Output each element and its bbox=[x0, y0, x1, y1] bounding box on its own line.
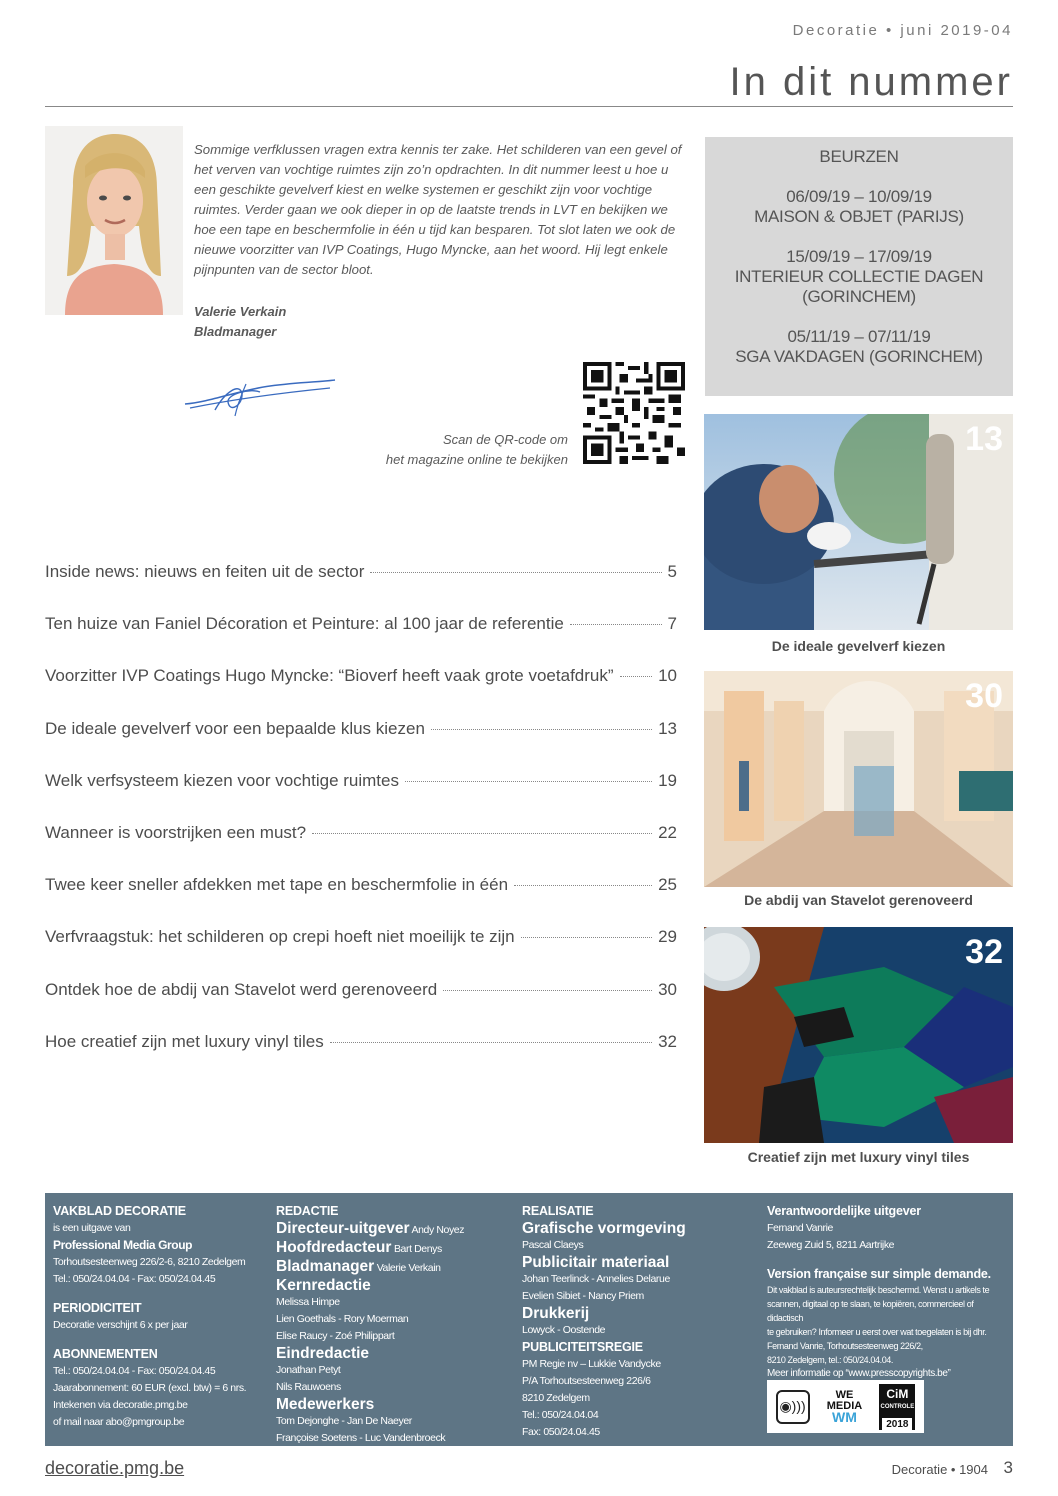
toc-title: De ideale gevelverf voor een bepaalde klus kiezen bbox=[45, 718, 425, 738]
feature-photo-painter[interactable] bbox=[704, 414, 1013, 630]
fairs-title: BEURZEN bbox=[819, 147, 899, 166]
colophon-line: Françoise Soetens - Luc Vandenbroeck bbox=[276, 1432, 446, 1444]
toc-page: 25 bbox=[658, 875, 677, 895]
feature-caption: De abdij van Stavelot gerenoveerd bbox=[744, 892, 973, 908]
toc-title: Verfvraagstuk: het schilderen op crepi hoeft niet moeilijk te zijn bbox=[45, 927, 515, 947]
toc-page: 29 bbox=[658, 927, 677, 947]
colophon-line: Fernand Vanrie bbox=[767, 1222, 833, 1234]
feature-caption: De ideale gevelverf kiezen bbox=[771, 638, 946, 654]
feature-photo-tiles[interactable] bbox=[704, 927, 1013, 1143]
colophon-fineprint: te gebruiken? Informeer u eerst over wat toegelaten is bij dhr. bbox=[767, 1327, 987, 1337]
colophon-line: 8210 Zedelgem bbox=[522, 1392, 590, 1404]
feature-page-number: 13 bbox=[965, 420, 1003, 458]
colophon-line: Decoratie verschijnt 6 x per jaar bbox=[53, 1319, 188, 1331]
toc-page: 30 bbox=[658, 979, 677, 999]
colophon-line: Melissa Himpe bbox=[276, 1296, 340, 1308]
colophon-heading: REALISATIE bbox=[522, 1204, 594, 1218]
colophon-heading: PUBLICITEITSREGIE bbox=[522, 1340, 643, 1354]
author-name: Valerie Verkain bbox=[194, 304, 287, 319]
colophon-line: is een uitgave van bbox=[53, 1222, 131, 1234]
toc-item[interactable] bbox=[45, 771, 677, 823]
colophon-role: Medewerkers bbox=[276, 1396, 375, 1413]
signature bbox=[180, 372, 345, 420]
colophon-line: Evelien Sibiet - Nancy Priem bbox=[522, 1290, 644, 1302]
colophon-heading: Version française sur simple demande. bbox=[767, 1267, 991, 1281]
leader-dots bbox=[431, 729, 652, 730]
website-link[interactable]: decoratie.pmg.be bbox=[45, 1458, 185, 1478]
colophon-line: Professional Media Group bbox=[53, 1238, 193, 1252]
feature-caption: Creatief zijn met luxury vinyl tiles bbox=[747, 1149, 970, 1165]
colophon-line: Lien Goethals - Rory Moerman bbox=[276, 1313, 409, 1325]
toc-item[interactable] bbox=[45, 666, 677, 718]
leader-dots bbox=[521, 937, 652, 938]
feature-photo-abbey[interactable] bbox=[704, 671, 1013, 887]
colophon-heading: ABONNEMENTEN bbox=[53, 1347, 158, 1361]
colophon-line: Pascal Claeys bbox=[522, 1239, 584, 1251]
colophon-fineprint: scannen, digitaal op te slaan, te kopiëren, commercieel of didactisch bbox=[767, 1299, 974, 1323]
colophon-fineprint: Fernand Vanrie, Torhoutsesteenweg 226/2, bbox=[767, 1341, 923, 1351]
fair-name-cont: (GORINCHEM) bbox=[802, 287, 916, 306]
colophon-editorial bbox=[276, 1203, 516, 1447]
colophon-production bbox=[522, 1203, 762, 1441]
colophon-role: Bladmanager bbox=[276, 1258, 375, 1275]
toc-item[interactable] bbox=[45, 614, 677, 666]
fair-entry bbox=[705, 327, 1013, 367]
colophon-line: Jonathan Petyt bbox=[276, 1364, 341, 1376]
colophon-person: Bart Denys bbox=[393, 1243, 442, 1255]
colophon-line: Nils Rauwoens bbox=[276, 1381, 341, 1393]
cim-logo: CiM CONTROLE 2018 bbox=[879, 1384, 915, 1430]
fairs-box bbox=[705, 137, 1013, 396]
toc-page: 19 bbox=[658, 770, 677, 790]
leader-dots bbox=[620, 676, 653, 677]
colophon-line: of mail naar abo@pmgroup.be bbox=[53, 1416, 185, 1428]
colophon-role: Directeur-uitgever bbox=[276, 1220, 410, 1237]
colophon-role: Eindredactie bbox=[276, 1345, 370, 1362]
toc-title: Ten huize van Faniel Décoration et Peinture: al 100 jaar de referentie bbox=[45, 614, 564, 634]
colophon-fineprint: 8210 Zedelgem, tel.: 050/24.04.04. bbox=[767, 1355, 894, 1365]
certification-logos bbox=[767, 1380, 924, 1433]
footer-issue: Decoratie • 1904 bbox=[891, 1462, 988, 1477]
editor-portrait bbox=[45, 126, 183, 315]
colophon-line: Tel.: 050/24.04.04 bbox=[522, 1409, 599, 1421]
toc-page: 13 bbox=[658, 718, 677, 738]
fair-dates: 15/09/19 – 17/09/19 bbox=[786, 247, 932, 266]
we-media-logo: WE MEDIA WM bbox=[826, 1389, 863, 1425]
title-divider bbox=[45, 106, 1013, 107]
colophon-publisher bbox=[53, 1203, 278, 1431]
fair-dates: 05/11/19 – 07/11/19 bbox=[787, 327, 931, 346]
toc-page: 10 bbox=[658, 666, 677, 686]
qr-code[interactable] bbox=[583, 362, 685, 464]
leader-dots bbox=[312, 833, 652, 834]
colophon-role: Kernredactie bbox=[276, 1277, 371, 1294]
toc-page: 7 bbox=[667, 614, 677, 634]
leader-dots bbox=[570, 624, 662, 625]
feature-page-number: 32 bbox=[965, 933, 1003, 971]
toc-title: Ontdek hoe de abdij van Stavelot werd gerenoveerd bbox=[45, 979, 438, 999]
colophon-person: Andy Noyez bbox=[411, 1224, 465, 1236]
colophon-heading: PERIODICITEIT bbox=[53, 1301, 142, 1315]
colophon-line: Tel.: 050/24.04.04 - Fax: 050/24.04.45 bbox=[53, 1365, 216, 1377]
colophon-role: Grafische vormgeving bbox=[522, 1220, 686, 1237]
toc-item[interactable] bbox=[45, 927, 677, 979]
toc-item[interactable] bbox=[45, 562, 677, 614]
colophon-heading: Verantwoordelijke uitgever bbox=[767, 1204, 921, 1218]
toc-title: Voorzitter IVP Coatings Hugo Myncke: “Bioverf heeft vaak grote voetafdruk” bbox=[45, 666, 614, 686]
fair-name: SGA VAKDAGEN (GORINCHEM) bbox=[735, 347, 983, 366]
toc-item[interactable] bbox=[45, 875, 677, 927]
page-title: In dit nummer bbox=[729, 60, 1013, 104]
fair-name: MAISON & OBJET (PARIJS) bbox=[754, 207, 964, 226]
colophon-person: Valerie Verkain bbox=[376, 1262, 441, 1274]
author-block bbox=[194, 302, 286, 342]
colophon-line: Tel.: 050/24.04.04 - Fax: 050/24.04.45 bbox=[53, 1273, 216, 1285]
fair-entry bbox=[705, 247, 1013, 307]
leader-dots bbox=[514, 885, 652, 886]
colophon-line: Zeeweg Zuid 5, 8211 Aartrijke bbox=[767, 1239, 895, 1251]
qr-caption-line: Scan de QR-code om bbox=[442, 432, 568, 447]
colophon-line: Lowyck - Oostende bbox=[522, 1324, 606, 1336]
toc-page: 32 bbox=[658, 1031, 677, 1051]
sound-logo-icon: ◉))) bbox=[776, 1390, 810, 1424]
qr-caption-line: het magazine online te bekijken bbox=[385, 452, 568, 467]
colophon-role: Publicitair materiaal bbox=[522, 1254, 670, 1271]
colophon-line: Johan Teerlinck - Annelies Delarue bbox=[522, 1273, 670, 1285]
toc-item[interactable] bbox=[45, 1032, 677, 1084]
toc-title: Inside news: nieuws en feiten uit de sector bbox=[45, 562, 365, 581]
toc-page: 5 bbox=[667, 562, 677, 581]
colophon-line: Fax: 050/24.04.45 bbox=[522, 1426, 600, 1438]
toc-item[interactable] bbox=[45, 823, 677, 875]
colophon-heading: REDACTIE bbox=[276, 1204, 339, 1218]
editorial-intro: Sommige verfklussen vragen extra kennis ter zake. Het schilderen van een gevel of het verven van vochtige ruimtes zijn zo’n opdrachten. In dit nummer leest u hoe u een geschikte gevelverf kiest en welke systemen er geschikt zijn voor vochtige ruimtes. Verder gaan we ook dieper in op de laatste trends in LVT en bekijken we hoe een tape en beschermfolie in één u tijd kan besparen. Tot slot laten we ook de nieuwe voorzitter van IVP Coatings, Hugo Myncke, aan het woord. Hij legt enkele pijnpunten van de sector bloot. bbox=[194, 142, 682, 277]
colophon-line: Tom Dejonghe - Jan De Naeyer bbox=[276, 1415, 412, 1427]
toc-item[interactable] bbox=[45, 719, 677, 771]
fair-entry bbox=[705, 187, 1013, 227]
toc-page: 22 bbox=[658, 822, 677, 842]
issue-kicker: Decoratie • juni 2019-04 bbox=[792, 22, 1013, 39]
leader-dots bbox=[370, 572, 661, 573]
colophon-line: Elise Raucy - Zoé Philippart bbox=[276, 1330, 395, 1342]
feature-page-number: 30 bbox=[965, 677, 1003, 715]
colophon-line: P/A Torhoutsesteenweg 226/6 bbox=[522, 1375, 651, 1387]
colophon-line: Jaarabonnement: 60 EUR (excl. btw) = 6 nrs. bbox=[53, 1382, 247, 1394]
toc-title: Welk verfsysteem kiezen voor vochtige ruimtes bbox=[45, 770, 399, 790]
colophon-responsible bbox=[767, 1203, 1007, 1381]
table-of-contents bbox=[45, 562, 677, 1084]
leader-dots bbox=[405, 781, 652, 782]
page-number: 3 bbox=[1003, 1458, 1013, 1477]
colophon-fineprint: Dit vakblad is auteursrechtelijk beschermd. Wenst u artikels te bbox=[767, 1285, 990, 1295]
author-role: Bladmanager bbox=[194, 324, 277, 339]
toc-title: Wanneer is voorstrijken een must? bbox=[45, 822, 307, 842]
toc-title: Hoe creatief zijn met luxury vinyl tiles bbox=[45, 1031, 324, 1051]
leader-dots bbox=[330, 1042, 652, 1043]
colophon-line: Intekenen via decoratie.pmg.be bbox=[53, 1399, 188, 1411]
fair-name: INTERIEUR COLLECTIE DAGEN bbox=[734, 267, 984, 286]
colophon-role: Hoofdredacteur bbox=[276, 1239, 392, 1256]
colophon-line: Torhoutsesteenweg 226/2-6, 8210 Zedelgem bbox=[53, 1256, 246, 1268]
colophon-fineprint: Meer informatie op “www.presscopyrights.be” bbox=[767, 1368, 951, 1379]
fair-dates: 06/09/19 – 10/09/19 bbox=[786, 187, 932, 206]
colophon-role: Drukkerij bbox=[522, 1305, 590, 1322]
leader-dots bbox=[443, 990, 652, 991]
colophon-heading: VAKBLAD DECORATIE bbox=[53, 1204, 186, 1218]
qr-caption bbox=[360, 430, 568, 470]
toc-item[interactable] bbox=[45, 980, 677, 1032]
colophon bbox=[45, 1193, 1013, 1446]
colophon-line: PM Regie nv – Lukkie Vandycke bbox=[522, 1358, 661, 1370]
toc-title: Twee keer sneller afdekken met tape en beschermfolie in één bbox=[45, 875, 509, 895]
